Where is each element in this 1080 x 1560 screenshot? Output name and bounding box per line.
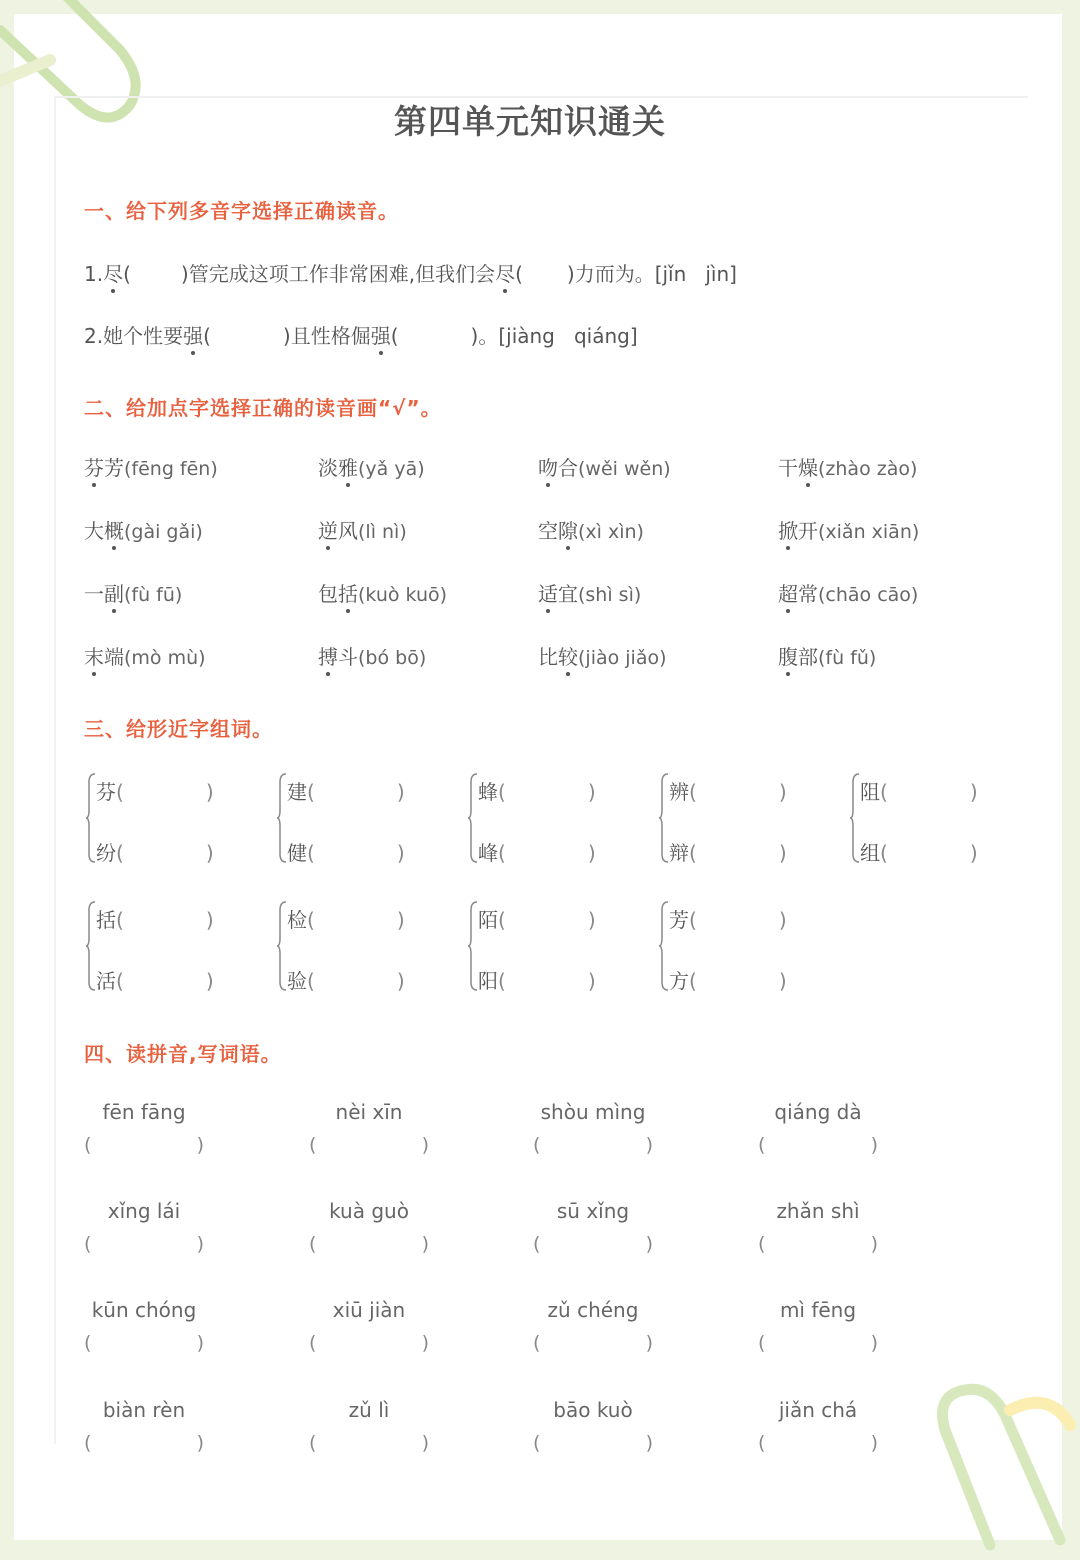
pinyin-options[interactable]: (xì xìn)	[578, 521, 644, 543]
q1-char-1: 尽	[103, 262, 124, 286]
open-paren: (	[84, 1233, 92, 1255]
word-char: 搏	[318, 645, 338, 669]
open-paren: (	[116, 841, 124, 865]
reading-choice-item	[84, 578, 182, 607]
word-char: 干	[778, 456, 798, 480]
section-2-row	[84, 515, 1024, 545]
open-paren: (	[84, 1134, 92, 1156]
close-paren: )	[645, 1432, 653, 1454]
pinyin-options[interactable]: (chāo cāo)	[818, 584, 919, 606]
word-answer-slot[interactable]	[96, 965, 214, 994]
reading-choice-item	[538, 452, 671, 481]
open-paren: (	[689, 908, 697, 932]
similar-char: 活	[96, 969, 116, 993]
word-answer-slot[interactable]	[287, 837, 405, 866]
pinyin-options[interactable]: (zhào zào)	[818, 458, 918, 480]
pinyin-prompt: bāo kuò	[553, 1398, 633, 1422]
close-paren: )	[645, 1233, 653, 1255]
pinyin-prompt: kuà guò	[329, 1199, 409, 1223]
word-pair-group	[277, 772, 447, 865]
pinyin-options[interactable]: (kuò kuō)	[358, 584, 448, 606]
close-paren: )	[870, 1134, 878, 1156]
pinyin-prompt: xǐng lái	[107, 1199, 181, 1223]
word-answer-slot[interactable]	[669, 776, 787, 805]
word-char: 逆	[318, 519, 338, 543]
section-1-heading: 一、给下列多音字选择正确读音。	[84, 199, 399, 223]
word-pair-group	[468, 900, 638, 993]
pinyin-prompt: sū xǐng	[556, 1199, 630, 1223]
pinyin-prompt: nèi xīn	[335, 1100, 403, 1124]
pinyin-prompt: fēn fāng	[102, 1100, 186, 1124]
pinyin-options[interactable]: (bó bō)	[358, 647, 427, 669]
open-paren: (	[309, 1332, 317, 1354]
word-answer-slot[interactable]	[287, 904, 405, 933]
word-answer-slot[interactable]	[287, 965, 405, 994]
section-4-heading: 四、读拼音,写词语。	[84, 1042, 282, 1066]
pinyin-prompt: xiū jiàn	[332, 1298, 406, 1322]
word-answer-slot[interactable]	[478, 904, 596, 933]
q1-open-2: (	[515, 262, 523, 286]
open-paren: (	[533, 1134, 541, 1156]
q1-text-1: )管完成这项工作非常困难,但我们会	[180, 262, 496, 286]
open-paren: (	[307, 908, 315, 932]
word-pair-group	[86, 900, 256, 993]
open-paren: (	[116, 969, 124, 993]
close-paren: )	[396, 908, 405, 932]
q2-char-1: 强	[183, 324, 204, 348]
pinyin-prompt: shòu mìng	[540, 1100, 646, 1124]
word-char: 超	[778, 582, 798, 606]
close-paren: )	[421, 1332, 429, 1354]
open-paren: (	[758, 1432, 766, 1454]
similar-char: 蜂	[478, 780, 498, 804]
word-char: 概	[104, 519, 124, 543]
pinyin-prompt: jiǎn chá	[778, 1398, 858, 1422]
word-answer-slot[interactable]	[478, 776, 596, 805]
word-char: 常	[798, 582, 818, 606]
q1-open: (	[123, 262, 131, 286]
word-char: 雅	[338, 456, 358, 480]
word-answer-slot[interactable]	[96, 904, 214, 933]
word-answer-slot[interactable]	[669, 837, 787, 866]
close-paren: )	[205, 908, 214, 932]
open-paren: (	[689, 780, 697, 804]
pinyin-options[interactable]: (gài gǎi)	[124, 521, 203, 543]
question-2	[84, 320, 638, 349]
pinyin-prompt: zǔ chéng	[547, 1298, 639, 1322]
reading-choice-item	[538, 578, 641, 607]
reading-choice-item	[84, 452, 218, 481]
similar-char: 峰	[478, 841, 498, 865]
open-paren: (	[758, 1233, 766, 1255]
close-paren: )	[396, 969, 405, 993]
close-paren: )	[421, 1134, 429, 1156]
close-paren: )	[778, 780, 787, 804]
open-paren: (	[498, 908, 506, 932]
open-paren: (	[309, 1134, 317, 1156]
q2-char-2: 强	[370, 324, 391, 348]
close-paren: )	[205, 780, 214, 804]
open-paren: (	[116, 908, 124, 932]
similar-char: 健	[287, 841, 307, 865]
q2-open-2: (	[390, 324, 399, 348]
word-char: 斗	[338, 645, 358, 669]
word-char: 部	[798, 645, 818, 669]
word-char: 风	[338, 519, 358, 543]
word-char: 空	[538, 519, 558, 543]
open-paren: (	[116, 780, 124, 804]
reading-choice-item	[318, 641, 426, 670]
close-paren: )	[421, 1233, 429, 1255]
q2-open: (	[203, 324, 211, 348]
word-char: 适	[538, 582, 558, 606]
open-paren: (	[689, 841, 697, 865]
pinyin-prompt: qiáng dà	[774, 1100, 862, 1124]
word-char: 芳	[104, 456, 124, 480]
open-paren: (	[533, 1432, 541, 1454]
word-answer-slot[interactable]	[669, 904, 787, 933]
reading-choice-item	[538, 641, 667, 670]
word-char: 一	[84, 582, 104, 606]
q2-number: 2.	[84, 324, 104, 348]
similar-char: 辨	[669, 780, 689, 804]
reading-choice-item	[84, 641, 206, 670]
similar-char: 芬	[96, 780, 116, 804]
q1-char-2: 尽	[495, 262, 516, 286]
close-paren: )	[969, 780, 978, 804]
word-char: 副	[104, 582, 124, 606]
close-paren: )	[778, 841, 787, 865]
open-paren: (	[689, 969, 697, 993]
reading-choice-item	[318, 578, 447, 607]
word-answer-slot[interactable]	[860, 837, 978, 866]
similar-char: 验	[287, 969, 307, 993]
word-answer-slot[interactable]	[96, 776, 214, 805]
open-paren: (	[880, 841, 888, 865]
q2-text-2: )且性格倔	[282, 324, 371, 348]
close-paren: )	[645, 1332, 653, 1354]
pinyin-options[interactable]: (fēng fēn)	[124, 458, 218, 480]
close-paren: )	[645, 1134, 653, 1156]
pinyin-options[interactable]: (yǎ yā)	[358, 458, 425, 480]
word-answer-slot[interactable]	[669, 965, 787, 994]
word-char: 腹	[778, 645, 798, 669]
open-paren: (	[307, 780, 315, 804]
similar-char: 纷	[96, 841, 116, 865]
open-paren: (	[498, 780, 506, 804]
close-paren: )	[205, 969, 214, 993]
close-paren: )	[587, 841, 596, 865]
word-answer-slot[interactable]	[96, 837, 214, 866]
reading-choice-item	[778, 515, 919, 544]
word-char: 开	[798, 519, 818, 543]
word-pair-group	[850, 772, 1020, 865]
q2-text-1: 她个性要	[103, 324, 184, 348]
word-answer-slot[interactable]	[478, 837, 596, 866]
open-paren: (	[498, 841, 506, 865]
word-pair-group	[659, 900, 829, 993]
close-paren: )	[587, 969, 596, 993]
word-char: 大	[84, 519, 104, 543]
reading-choice-item	[538, 515, 644, 544]
question-1	[84, 258, 737, 287]
q1-text-2: )力而为。[jǐn jìn]	[566, 262, 737, 286]
page-title: 第四单元知识通关	[394, 102, 666, 141]
close-paren: )	[778, 969, 787, 993]
close-paren: )	[587, 908, 596, 932]
reading-choice-item	[778, 452, 917, 481]
word-answer-slot[interactable]	[860, 776, 978, 805]
close-paren: )	[196, 1432, 204, 1454]
similar-char: 括	[96, 908, 116, 932]
word-answer-slot[interactable]	[287, 776, 405, 805]
close-paren: )	[778, 908, 787, 932]
similar-char: 芳	[669, 908, 689, 932]
word-char: 隙	[558, 519, 578, 543]
pinyin-options[interactable]: (jiào jiǎo)	[578, 647, 667, 669]
word-char: 包	[318, 582, 338, 606]
open-paren: (	[84, 1432, 92, 1454]
open-paren: (	[84, 1332, 92, 1354]
pinyin-prompt: kūn chóng	[91, 1298, 197, 1322]
pinyin-prompt: mì fēng	[779, 1298, 857, 1322]
reading-choice-item	[84, 515, 203, 544]
q1-number: 1.	[84, 262, 104, 286]
similar-char: 建	[287, 780, 307, 804]
word-char: 燥	[798, 456, 818, 480]
similar-char: 组	[860, 841, 880, 865]
close-paren: )	[396, 780, 405, 804]
close-paren: )	[870, 1332, 878, 1354]
close-paren: )	[870, 1233, 878, 1255]
word-char: 淡	[318, 456, 338, 480]
word-pair-group	[86, 772, 256, 865]
reading-choice-item	[778, 578, 918, 607]
pinyin-options[interactable]: (fù fū)	[124, 584, 183, 606]
similar-char: 陌	[478, 908, 498, 932]
open-paren: (	[758, 1134, 766, 1156]
close-paren: )	[196, 1233, 204, 1255]
open-paren: (	[498, 969, 506, 993]
pinyin-options[interactable]: (fù fǔ)	[818, 647, 877, 669]
section-2-heading: 二、给加点字选择正确的读音画“√”。	[84, 396, 442, 420]
word-char: 端	[104, 645, 124, 669]
pinyin-options[interactable]: (xiǎn xiān)	[818, 521, 920, 543]
section-2-row	[84, 452, 1024, 482]
word-char: 芬	[84, 456, 104, 480]
word-pair-group	[659, 772, 829, 865]
reading-choice-item	[318, 452, 425, 481]
similar-char: 阻	[860, 780, 880, 804]
pinyin-options[interactable]: (wěi wěn)	[578, 458, 671, 480]
pinyin-prompt: biàn rèn	[102, 1398, 186, 1422]
close-paren: )	[396, 841, 405, 865]
close-paren: )	[421, 1432, 429, 1454]
open-paren: (	[758, 1332, 766, 1354]
section-2-row	[84, 578, 1024, 608]
word-char: 末	[84, 645, 104, 669]
section-3-heading: 三、给形近字组词。	[84, 717, 273, 741]
word-answer-slot[interactable]	[478, 965, 596, 994]
close-paren: )	[205, 841, 214, 865]
close-paren: )	[196, 1332, 204, 1354]
pinyin-options[interactable]: (lì nì)	[358, 521, 407, 543]
similar-char: 辩	[669, 841, 689, 865]
word-char: 宜	[558, 582, 578, 606]
word-char: 吻	[538, 456, 558, 480]
close-paren: )	[196, 1134, 204, 1156]
word-char: 比	[538, 645, 558, 669]
word-pair-group	[277, 900, 447, 993]
similar-char: 方	[669, 969, 689, 993]
word-pair-group	[468, 772, 638, 865]
close-paren: )	[969, 841, 978, 865]
close-paren: )	[870, 1432, 878, 1454]
q2-text-3: )。[jiàng qiáng]	[470, 324, 638, 348]
open-paren: (	[309, 1233, 317, 1255]
open-paren: (	[307, 969, 315, 993]
word-char: 括	[338, 582, 358, 606]
similar-char: 阳	[478, 969, 498, 993]
pinyin-prompt: zhǎn shì	[776, 1199, 860, 1223]
open-paren: (	[533, 1233, 541, 1255]
word-char: 较	[558, 645, 578, 669]
open-paren: (	[309, 1432, 317, 1454]
open-paren: (	[307, 841, 315, 865]
pinyin-prompt: zǔ lì	[348, 1398, 390, 1422]
word-char: 合	[558, 456, 578, 480]
word-char: 掀	[778, 519, 798, 543]
similar-char: 检	[287, 908, 307, 932]
close-paren: )	[587, 780, 596, 804]
reading-choice-item	[318, 515, 407, 544]
open-paren: (	[533, 1332, 541, 1354]
pinyin-options[interactable]: (mò mù)	[124, 647, 206, 669]
reading-choice-item	[778, 641, 876, 670]
open-paren: (	[880, 780, 888, 804]
section-2-row	[84, 641, 1024, 671]
pinyin-options[interactable]: (shì sì)	[578, 584, 642, 606]
